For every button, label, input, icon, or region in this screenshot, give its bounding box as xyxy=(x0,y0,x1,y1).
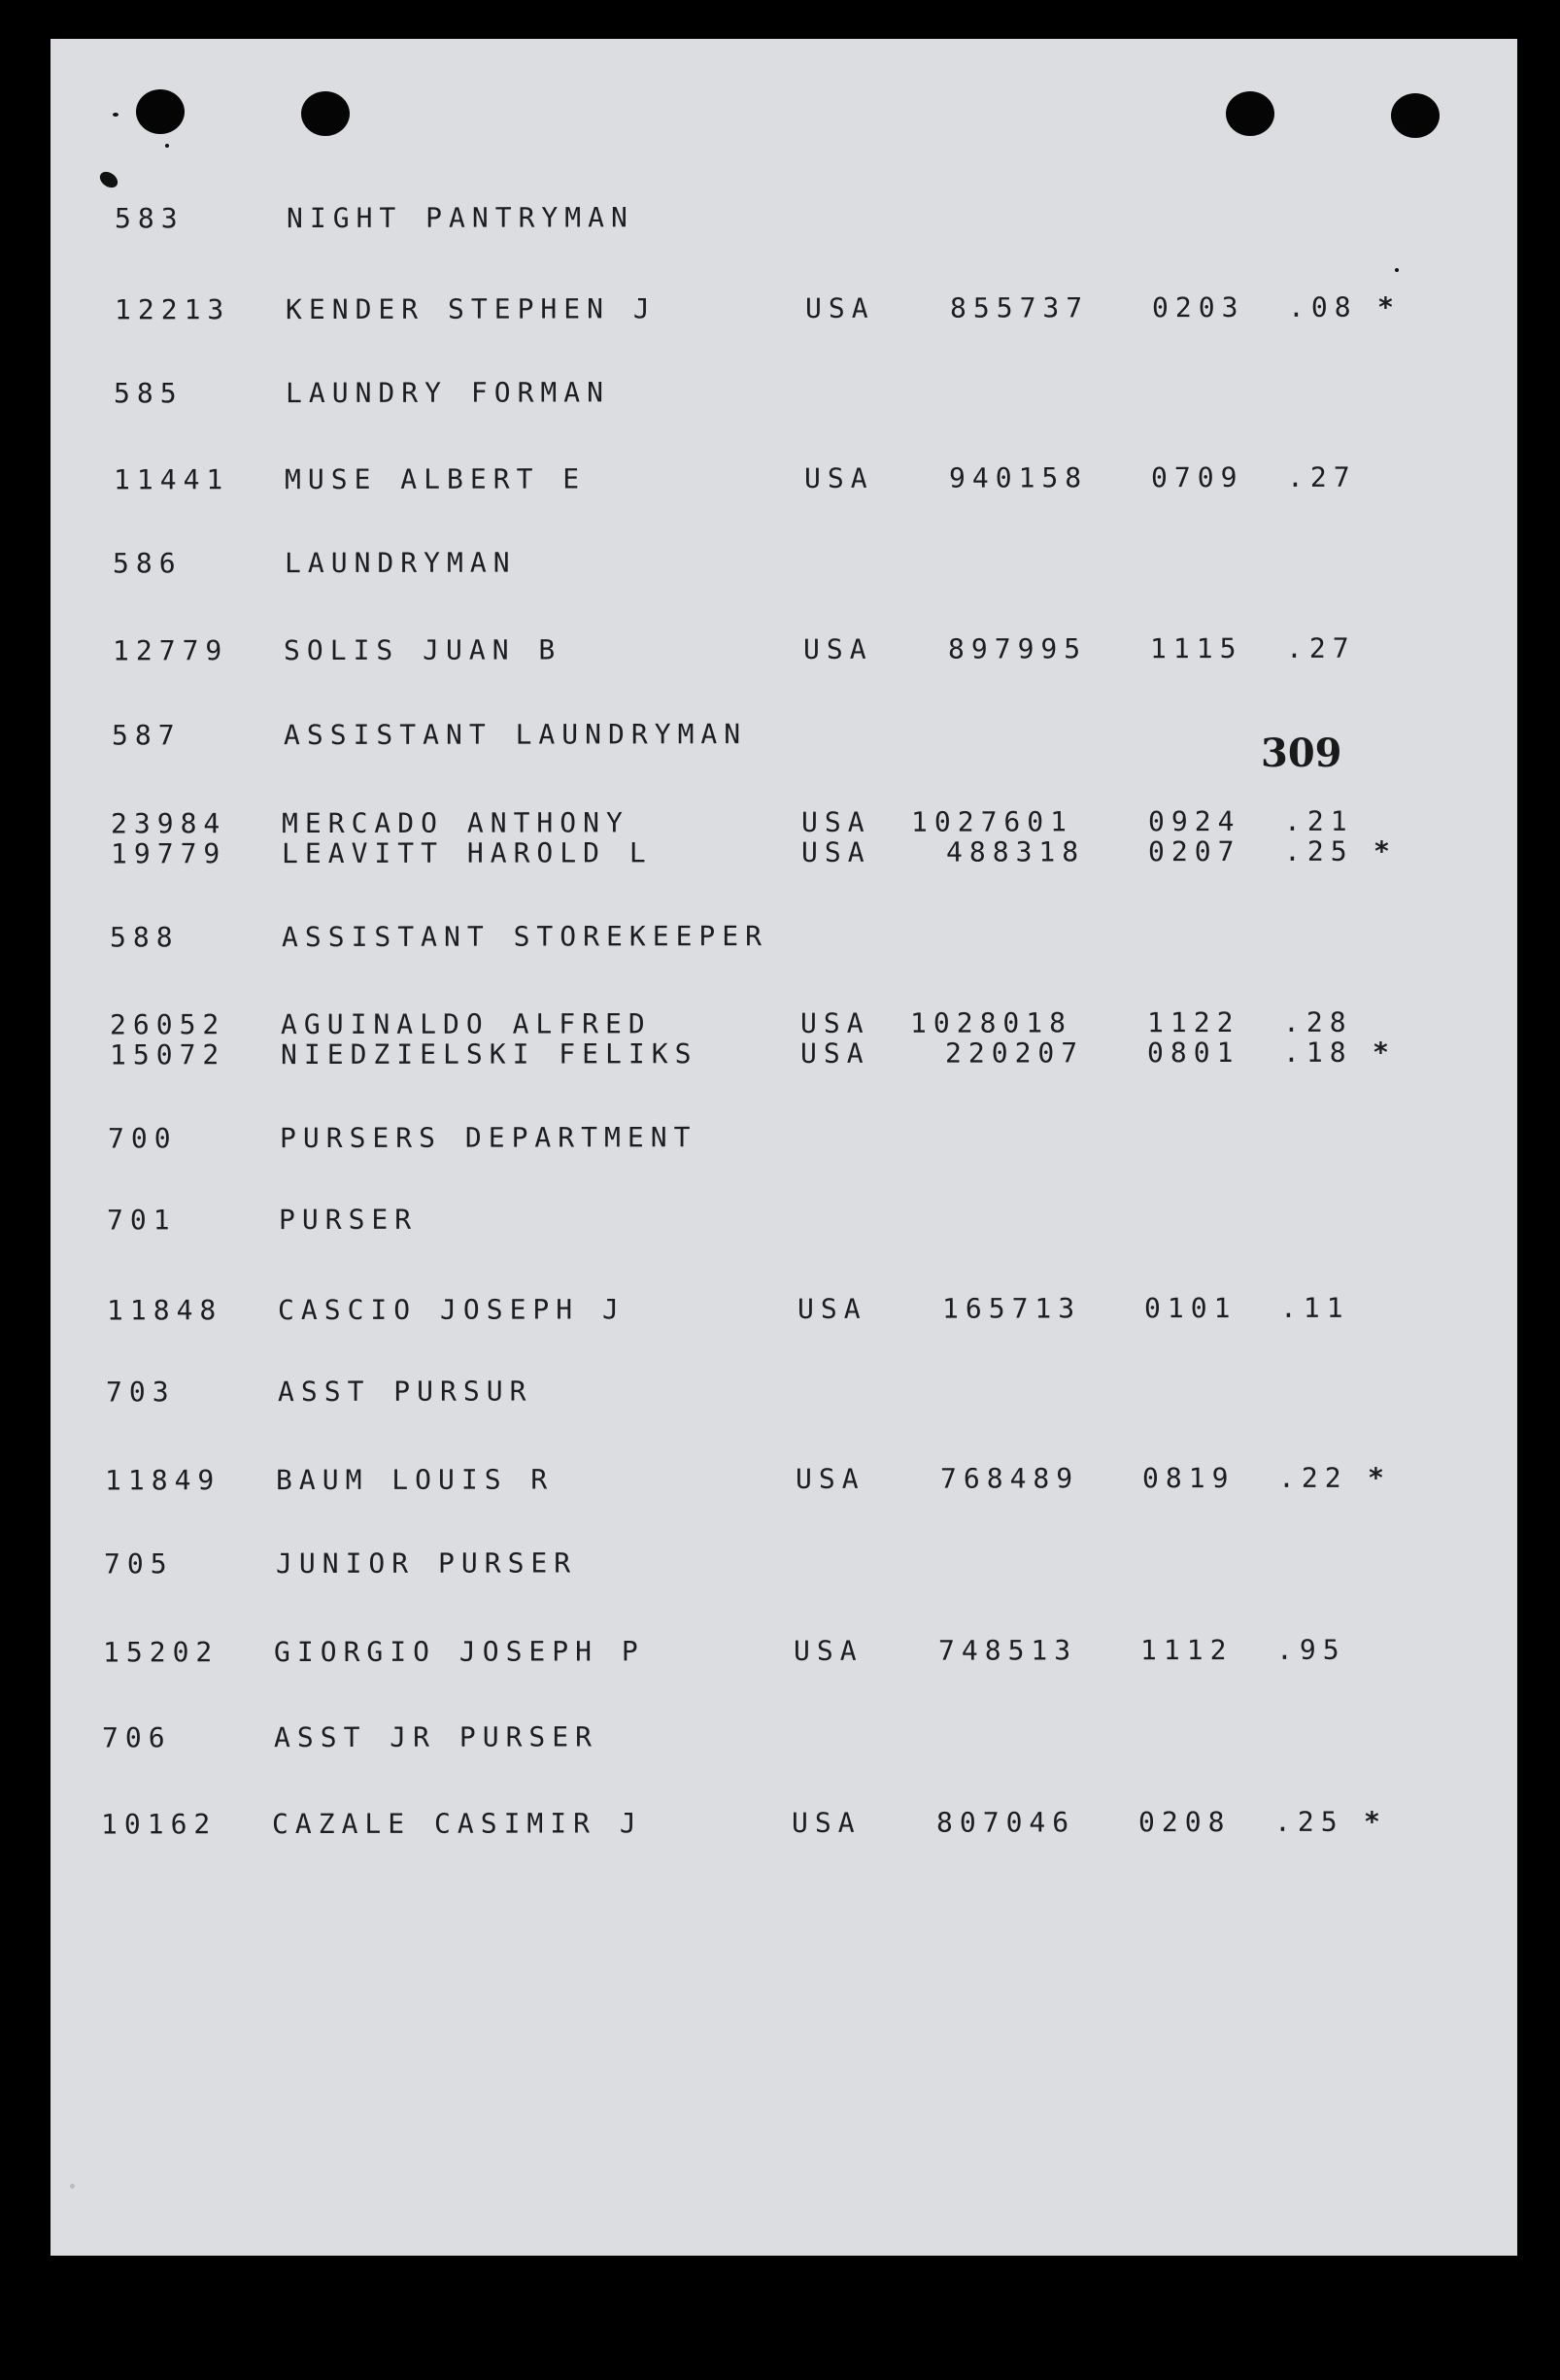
ink-speck xyxy=(165,144,169,148)
department-heading xyxy=(0,374,1560,410)
heading-title: PURSERS DEPARTMENT xyxy=(280,1121,697,1155)
heading-title: ASST JR PURSER xyxy=(274,1720,599,1754)
entry-number: 11849 xyxy=(105,1464,221,1497)
entry-id: 807046 xyxy=(936,1806,1076,1839)
entry-country: USA xyxy=(794,1634,864,1667)
entry-mark: * xyxy=(1377,290,1394,323)
heading-code: 588 xyxy=(110,921,180,954)
entry-value: .22 xyxy=(1278,1461,1348,1494)
entry-mark: * xyxy=(1373,834,1390,867)
crew-entry xyxy=(0,1036,1560,1071)
entry-value: .11 xyxy=(1280,1291,1350,1324)
entry-value: .18 xyxy=(1283,1036,1353,1069)
heading-title: LAUNDRY FORMAN xyxy=(286,376,611,410)
entry-number: 10162 xyxy=(101,1808,218,1841)
entry-date: 0207 xyxy=(1148,835,1241,868)
department-heading xyxy=(0,1201,1560,1237)
entry-date: 0819 xyxy=(1142,1462,1236,1495)
entry-mark: * xyxy=(1368,1461,1384,1494)
entry-number: 15202 xyxy=(103,1636,220,1669)
entry-value: .95 xyxy=(1276,1633,1346,1666)
crew-entry xyxy=(0,1633,1560,1669)
crew-entry xyxy=(0,1805,1560,1841)
entry-number: 15072 xyxy=(110,1038,226,1071)
entry-date: 1122 xyxy=(1147,1006,1240,1039)
crew-entry xyxy=(0,1291,1560,1327)
heading-code: 585 xyxy=(114,377,184,410)
entry-country: USA xyxy=(804,461,874,494)
entry-country: USA xyxy=(797,1292,867,1325)
department-heading xyxy=(0,716,1560,752)
entry-country: USA xyxy=(796,1462,865,1495)
department-heading xyxy=(0,544,1560,580)
entry-date: 0208 xyxy=(1138,1806,1232,1839)
page-number: 309 xyxy=(1261,731,1342,776)
entry-name: MERCADO ANTHONY xyxy=(282,806,629,840)
entry-country: USA xyxy=(800,1037,870,1070)
heading-title: ASSISTANT STOREKEEPER xyxy=(282,920,769,954)
heading-title: LAUNDRYMAN xyxy=(285,546,517,580)
department-heading xyxy=(0,199,1560,235)
entry-date: 0203 xyxy=(1152,290,1245,324)
entry-name: MUSE ALBERT E xyxy=(285,462,587,496)
entry-date: 0101 xyxy=(1144,1292,1238,1325)
entry-id: 488318 xyxy=(946,835,1086,868)
crew-entry xyxy=(0,460,1560,496)
heading-code: 586 xyxy=(113,547,183,580)
entry-number: 12779 xyxy=(113,634,229,667)
entry-number: 26052 xyxy=(110,1008,226,1041)
entry-country: USA xyxy=(801,805,871,838)
punch-hole xyxy=(136,89,185,134)
entry-number: 23984 xyxy=(111,807,227,840)
entry-country: USA xyxy=(803,632,873,665)
entry-value: .25 xyxy=(1284,834,1354,867)
entry-number: 12213 xyxy=(115,293,231,326)
heading-title: PURSER xyxy=(279,1203,419,1237)
crew-entry xyxy=(0,631,1560,667)
entry-value: .21 xyxy=(1284,804,1354,837)
department-heading xyxy=(0,1545,1560,1581)
entry-name: KENDER STEPHEN J xyxy=(286,292,657,326)
ink-speck xyxy=(1395,268,1399,272)
entry-id: 220207 xyxy=(945,1037,1085,1070)
entry-name: BAUM LOUIS R xyxy=(276,1463,555,1497)
entry-mark: * xyxy=(1373,1036,1389,1069)
entry-id: 1028018 xyxy=(910,1006,1073,1039)
heading-title: ASSISTANT LAUNDRYMAN xyxy=(284,718,748,752)
department-heading xyxy=(0,1373,1560,1409)
heading-code: 700 xyxy=(108,1122,178,1155)
heading-title: JUNIOR PURSER xyxy=(276,1547,578,1581)
department-heading xyxy=(0,918,1560,954)
ink-speck xyxy=(113,113,119,117)
ink-speck xyxy=(97,169,120,191)
entry-mark: * xyxy=(1364,1805,1380,1838)
entry-country: USA xyxy=(805,291,875,324)
entry-name: CAZALE CASIMIR J xyxy=(272,1807,643,1841)
heading-code: 583 xyxy=(115,202,185,235)
entry-name: CASCIO JOSEPH J xyxy=(278,1293,626,1327)
entry-id: 940158 xyxy=(949,461,1089,494)
heading-code: 706 xyxy=(102,1721,172,1754)
heading-code: 701 xyxy=(107,1204,177,1237)
heading-code: 587 xyxy=(112,719,182,752)
entry-number: 11848 xyxy=(107,1294,223,1327)
entry-id: 748513 xyxy=(938,1634,1078,1667)
heading-code: 705 xyxy=(104,1547,174,1581)
entry-date: 1115 xyxy=(1150,632,1243,665)
entry-value: .27 xyxy=(1286,631,1356,664)
entry-name: GIORGIO JOSEPH P xyxy=(274,1635,645,1669)
punch-hole xyxy=(1226,91,1274,136)
heading-title: ASST PURSUR xyxy=(278,1375,533,1409)
department-heading xyxy=(0,1119,1560,1155)
entry-value: .08 xyxy=(1288,290,1358,323)
entry-value: .28 xyxy=(1283,1005,1353,1038)
punch-hole xyxy=(1391,93,1440,138)
crew-entry xyxy=(0,834,1560,870)
entry-country: USA xyxy=(792,1806,862,1839)
entry-name: AGUINALDO ALFRED xyxy=(281,1007,652,1041)
entry-number: 19779 xyxy=(111,837,227,870)
entry-id: 1027601 xyxy=(911,805,1074,838)
crew-entry xyxy=(0,290,1560,326)
department-heading xyxy=(0,1718,1560,1754)
entry-number: 11441 xyxy=(114,463,230,496)
entry-date: 1112 xyxy=(1140,1634,1234,1667)
entry-id: 855737 xyxy=(950,291,1090,324)
entry-id: 165713 xyxy=(942,1292,1082,1325)
entry-id: 768489 xyxy=(940,1462,1080,1495)
entry-country: USA xyxy=(801,835,871,868)
heading-code: 703 xyxy=(106,1376,176,1409)
entry-value: .27 xyxy=(1287,460,1357,493)
punch-hole xyxy=(301,91,350,136)
entry-country: USA xyxy=(800,1006,870,1039)
entry-id: 897995 xyxy=(948,632,1088,665)
entry-date: 0709 xyxy=(1151,461,1244,494)
entry-name: SOLIS JUAN B xyxy=(284,633,562,667)
entry-name: LEAVITT HAROLD L xyxy=(282,836,653,870)
entry-name: NIEDZIELSKI FELIKS xyxy=(281,1037,698,1071)
ink-speck xyxy=(70,2184,75,2189)
crew-entry xyxy=(0,1461,1560,1497)
entry-value: .25 xyxy=(1274,1805,1344,1838)
entry-date: 0924 xyxy=(1148,805,1241,838)
heading-title: NIGHT PANTRYMAN xyxy=(287,201,634,235)
entry-date: 0801 xyxy=(1147,1037,1240,1070)
